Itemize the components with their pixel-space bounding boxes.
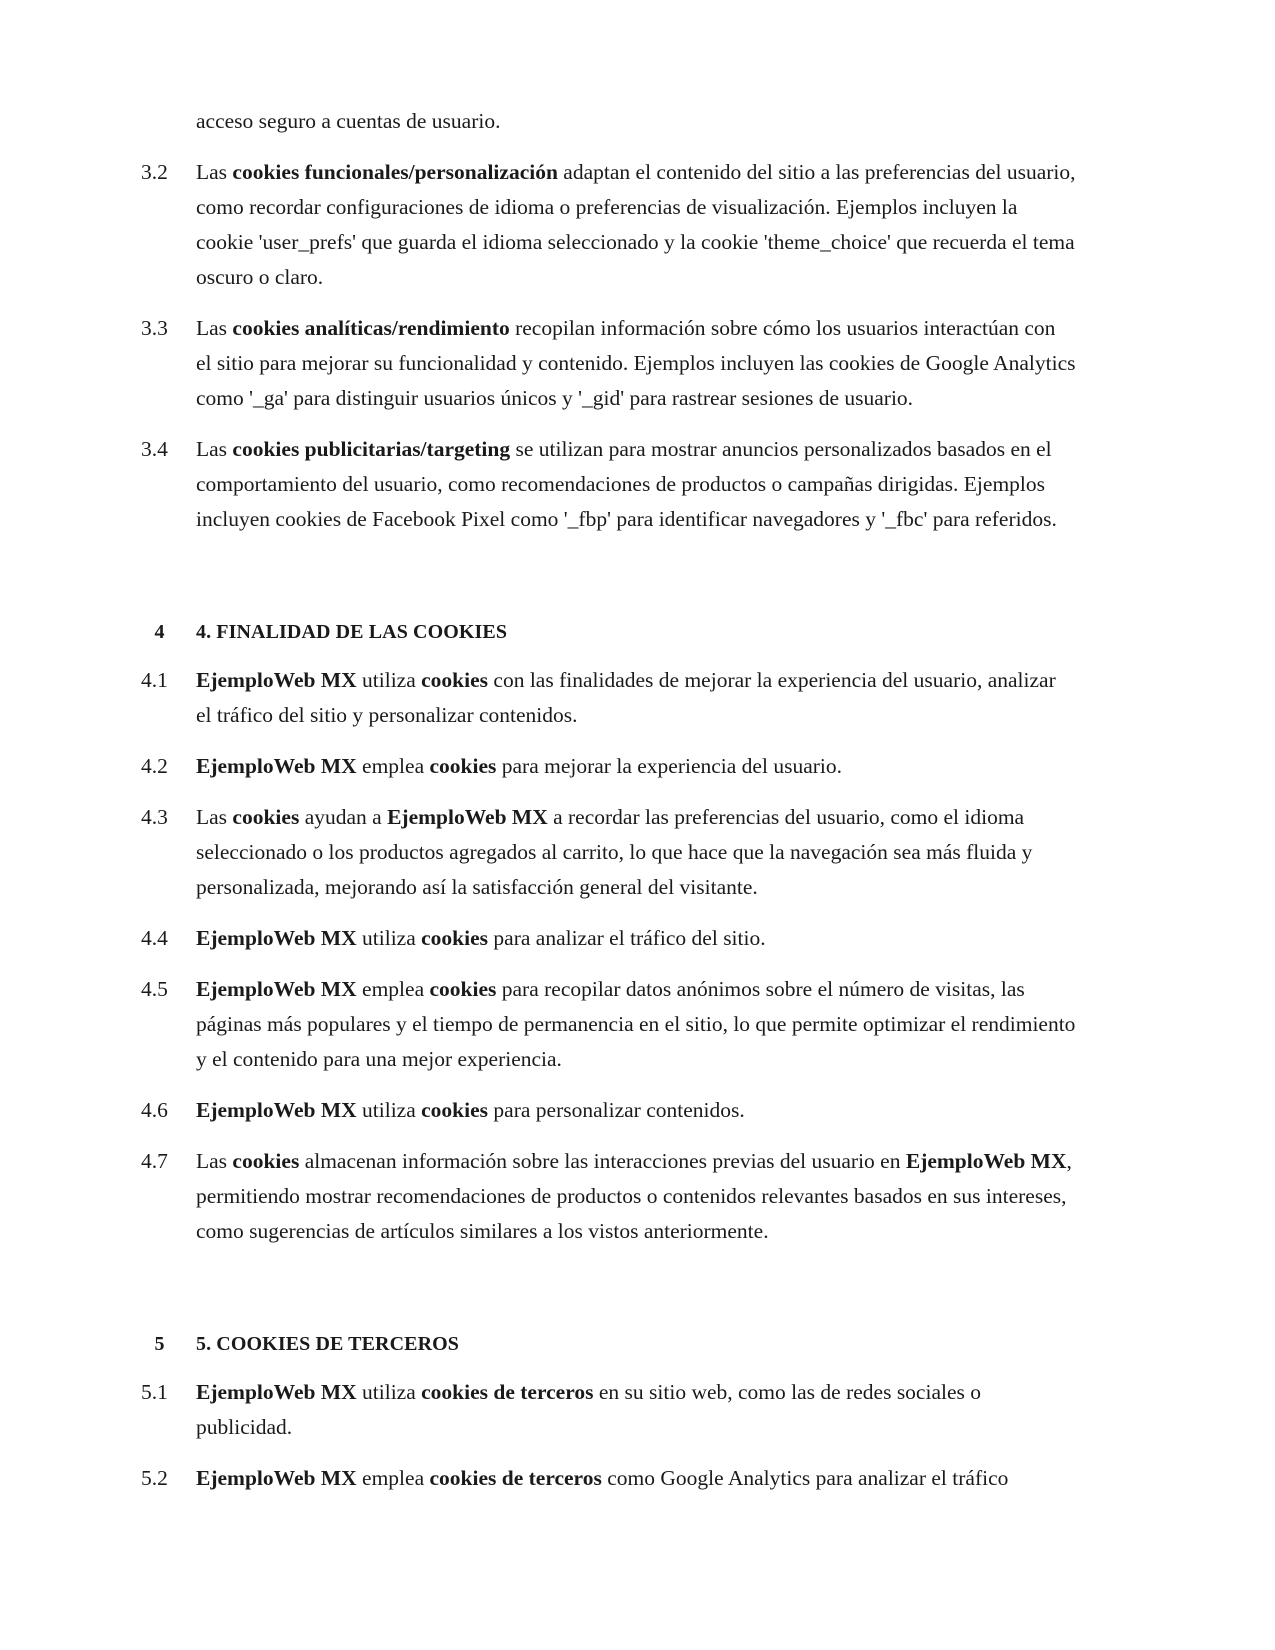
clause-emphasis: cookies funcionales/personalización <box>232 160 558 184</box>
clause-run: ayudan a <box>299 805 388 829</box>
clause-text <box>196 800 1076 905</box>
clause-run: para mejorar la experiencia del usuario. <box>496 754 842 778</box>
clause-run: emplea <box>356 977 430 1001</box>
clause-emphasis: cookies <box>421 668 489 692</box>
clause-number: 4.5 <box>141 977 168 1001</box>
clause-text <box>196 311 1076 416</box>
clause-number: 3.2 <box>141 160 168 184</box>
section-heading <box>141 617 1076 647</box>
clause-run: para recopilar datos anónimos sobre el número de visitas, las páginas más populares y el tiempo de permanencia en el sitio, lo que permite optimizar el rendimiento y el contenido para una mejor experiencia. <box>196 977 1076 1071</box>
section-gap <box>141 1249 1076 1271</box>
clause-emphasis: EjemploWeb MX <box>196 1466 357 1490</box>
clause-row <box>141 1461 1076 1496</box>
clause-emphasis: cookies <box>232 805 300 829</box>
section-gap <box>141 537 1076 559</box>
clause-run: almacenan información sobre las interacciones previas del usuario en <box>299 1149 906 1173</box>
section-heading-number: 4 <box>154 621 165 643</box>
clause-text <box>196 1093 1076 1128</box>
clause-run: se utilizan para mostrar anuncios personalizados basados en el comportamiento del usuario, como recomendaciones de productos o campañas dirigidas. Ejemplos incluyen cookies de Facebook Pixel como '_fbp' para identificar navegadores y '_fbc' para referidos. <box>196 437 1057 531</box>
clause-emphasis: cookies de terceros <box>421 1380 594 1404</box>
clause-emphasis: cookies <box>429 754 497 778</box>
clause-emphasis: EjemploWeb MX <box>387 805 548 829</box>
clause-run: a recordar las preferencias del usuario, como el idioma seleccionado o los productos agregados al carrito, lo que hace que la navegación sea más fluida y personalizada, mejorando así la satisfacción general del visitante. <box>196 805 1033 899</box>
clause-number: 3.3 <box>141 316 168 340</box>
clause-row <box>141 155 1076 295</box>
clause-row <box>141 663 1076 733</box>
clause-text <box>196 1144 1076 1249</box>
clause-row <box>141 800 1076 905</box>
clause-run: recopilan información sobre cómo los usuarios interactúan con el sitio para mejorar su funcionalidad y contenido. Ejemplos incluyen las cookies de Google Analytics como '_ga' para distinguir usuarios únicos y '_gid' para rastrear sesiones de usuario. <box>196 316 1076 410</box>
clause-emphasis: cookies <box>421 1098 489 1122</box>
clause-number: 4.2 <box>141 754 168 778</box>
clause-run: Las <box>196 437 233 461</box>
clause-run: para analizar el tráfico del sitio. <box>488 926 766 950</box>
clause-run: Las <box>196 160 233 184</box>
clause-row <box>141 311 1076 416</box>
clause-run: para personalizar contenidos. <box>488 1098 745 1122</box>
clause-text <box>196 663 1076 733</box>
clause-emphasis: cookies <box>429 977 497 1001</box>
clause-emphasis: cookies analíticas/rendimiento <box>232 316 510 340</box>
clause-run: como Google Analytics para analizar el tráfico <box>601 1466 1009 1490</box>
clause-emphasis: EjemploWeb MX <box>196 1380 357 1404</box>
clause-run: en su sitio web, como las de redes sociales o publicidad. <box>196 1380 982 1439</box>
clause-number: 4.3 <box>141 805 168 829</box>
clause-emphasis: cookies <box>421 926 489 950</box>
clause-emphasis: EjemploWeb MX <box>905 1149 1067 1173</box>
clause-run: Las <box>196 805 233 829</box>
clause-number: 4.1 <box>141 668 168 692</box>
section-heading-number: 5 <box>154 1333 165 1355</box>
clause-run: Las <box>196 1149 233 1173</box>
clause-run: utiliza <box>356 1380 422 1404</box>
clause-row <box>141 1375 1076 1445</box>
clause-emphasis: EjemploWeb MX <box>196 668 357 692</box>
continuation-paragraph: acceso seguro a cuentas de usuario. <box>196 109 501 133</box>
clause-emphasis: cookies publicitarias/targeting <box>232 437 511 461</box>
clause-emphasis: cookies de terceros <box>429 1466 602 1490</box>
clause-run: utiliza <box>356 926 422 950</box>
sections-container <box>141 155 1076 1496</box>
clause-emphasis: EjemploWeb MX <box>196 754 357 778</box>
section-heading <box>141 1329 1076 1359</box>
clause-number: 4.6 <box>141 1098 168 1122</box>
clause-number: 4.7 <box>141 1149 168 1173</box>
clause-row <box>141 972 1076 1077</box>
clause-text <box>196 1375 1076 1445</box>
section-heading-title: 5. COOKIES DE TERCEROS <box>196 1333 460 1355</box>
clause-emphasis: cookies <box>232 1149 300 1173</box>
clause-emphasis: EjemploWeb MX <box>196 1098 357 1122</box>
clause-number: 4.4 <box>141 926 168 950</box>
clause-run: Las <box>196 316 233 340</box>
clause-row <box>141 921 1076 956</box>
clause-text <box>196 921 1076 956</box>
clause-run: utiliza <box>356 1098 422 1122</box>
clause-text <box>196 1461 1076 1496</box>
clause-row <box>141 749 1076 784</box>
clause-row <box>141 1144 1076 1249</box>
clause-text <box>196 155 1076 295</box>
clause-run: con las finalidades de mejorar la experiencia del usuario, analizar el tráfico del sitio y personalizar contenidos. <box>196 668 1056 727</box>
clause-text <box>196 432 1076 537</box>
clause-row <box>141 432 1076 537</box>
clause-run: emplea <box>356 754 430 778</box>
clause-number: 3.4 <box>141 437 168 461</box>
clause-run: adaptan el contenido del sitio a las preferencias del usuario, como recordar configuraciones de idioma o preferencias de visualización. Ejemplos incluyen la cookie 'user_prefs' que guarda el idioma seleccionado y la cookie 'theme_choice' que recuerda el tema oscuro o claro. <box>196 160 1076 289</box>
clause-row <box>141 1093 1076 1128</box>
document-content <box>141 104 1076 1496</box>
clause-run: , permitiendo mostrar recomendaciones de productos o contenidos relevantes basados en sus intereses, como sugerencias de artículos similares a los vistos anteriormente. <box>196 1149 1072 1243</box>
clause-text <box>196 972 1076 1077</box>
clause-emphasis: EjemploWeb MX <box>196 977 357 1001</box>
clause-text <box>196 749 1076 784</box>
clause-number: 5.2 <box>141 1466 168 1490</box>
section-heading-title: 4. FINALIDAD DE LAS COOKIES <box>196 621 508 643</box>
clause-emphasis: EjemploWeb MX <box>196 926 357 950</box>
clause-number: 5.1 <box>141 1380 168 1404</box>
clause-run: emplea <box>356 1466 430 1490</box>
clause-run: utiliza <box>356 668 422 692</box>
